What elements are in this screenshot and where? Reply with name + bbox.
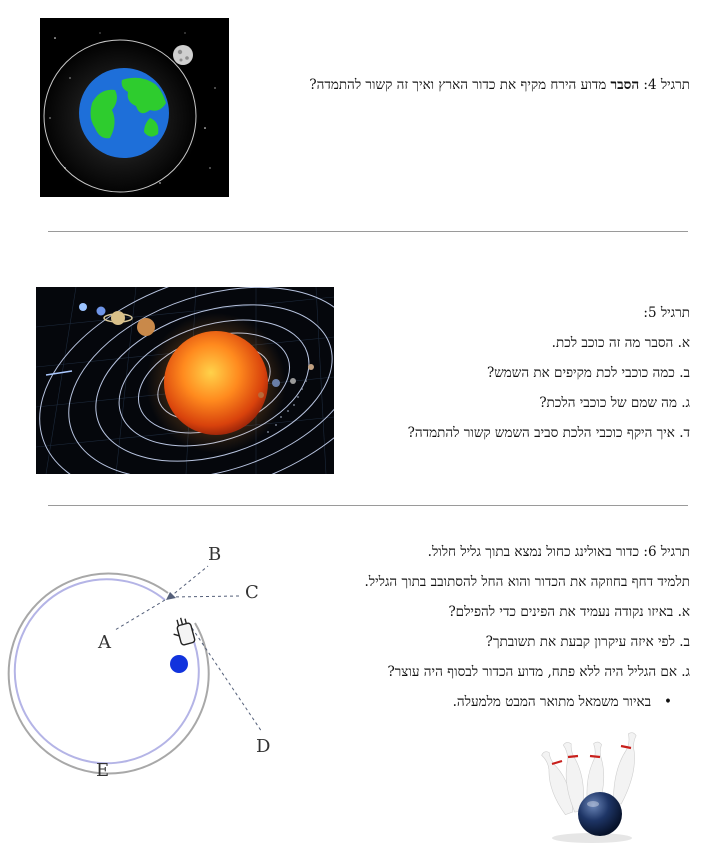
label-c: C bbox=[245, 582, 259, 603]
separator-1 bbox=[48, 231, 688, 232]
bullet-dot: • bbox=[651, 694, 672, 710]
solar-system-image bbox=[36, 287, 334, 474]
earth-moon-image bbox=[40, 18, 229, 197]
exercise-4-bold-word: הסבר bbox=[610, 77, 640, 93]
separator-2 bbox=[48, 505, 688, 506]
label-d: D bbox=[256, 736, 271, 757]
exercise-6-line-a: א. באיזו נקודה נעמיד את הפינים כדי להפילם? bbox=[448, 604, 690, 620]
exercise-5-title: תרגיל 5: bbox=[643, 305, 690, 321]
line-to-c bbox=[170, 596, 240, 597]
exercise-5-line-a: א. הסבר מה זה כוכב לכת. bbox=[551, 335, 690, 351]
exercise-4-question bbox=[309, 70, 690, 100]
line-to-a bbox=[115, 597, 170, 630]
exercise-4-prefix: תרגיל 4: bbox=[639, 77, 690, 93]
exercise-6-line-c: ג. אם הגליל היה ללא פתח, מדוע הכדור לבסוף היה עוצר? bbox=[387, 664, 690, 680]
cylinder-outer-wall bbox=[9, 574, 209, 774]
label-e: E bbox=[96, 760, 110, 781]
exercise-6-line-2: תלמיד דחף בחוזקה את הכדור והוא החל להסתובב בתוך הגליל. bbox=[364, 574, 690, 590]
exercise-6-line-1: תרגיל 6: כדור באולינג כחול נמצא בתוך גליל חלול. bbox=[427, 544, 690, 560]
cylinder-diagram bbox=[0, 530, 300, 790]
line-to-b bbox=[170, 566, 208, 597]
exercise-5-line-d: ד. איך היקף כוכבי הלכת סביב השמש קשור להתמדה? bbox=[407, 425, 690, 441]
bowling-pins-image bbox=[540, 728, 640, 844]
exercise-6-block bbox=[365, 537, 690, 717]
pushing-hand-icon bbox=[170, 616, 195, 647]
exercise-6-bullet-item bbox=[365, 687, 672, 717]
line-to-d bbox=[192, 628, 262, 732]
label-b: B bbox=[208, 544, 222, 565]
exercise-5-block bbox=[408, 298, 690, 448]
exercise-6-line-b: ב. לפי איזה עיקרון קבעת את תשובתך? bbox=[485, 634, 690, 650]
label-a: A bbox=[98, 632, 111, 653]
bullet-text: באיור משמאל מתואר המבט מלמעלה. bbox=[452, 694, 652, 710]
exercise-4-rest: מדוע הירח מקיף את כדור הארץ ואיך זה קשור להתמדה? bbox=[309, 77, 611, 93]
exercise-5-line-c: ג. מה שמם של כוכבי הלכת? bbox=[539, 395, 690, 411]
exercise-5-line-b: ב. כמה כוכבי לכת מקיפים את השמש? bbox=[486, 365, 690, 381]
bowling-ball bbox=[170, 655, 188, 673]
cylinder-inner-wall bbox=[15, 579, 199, 763]
